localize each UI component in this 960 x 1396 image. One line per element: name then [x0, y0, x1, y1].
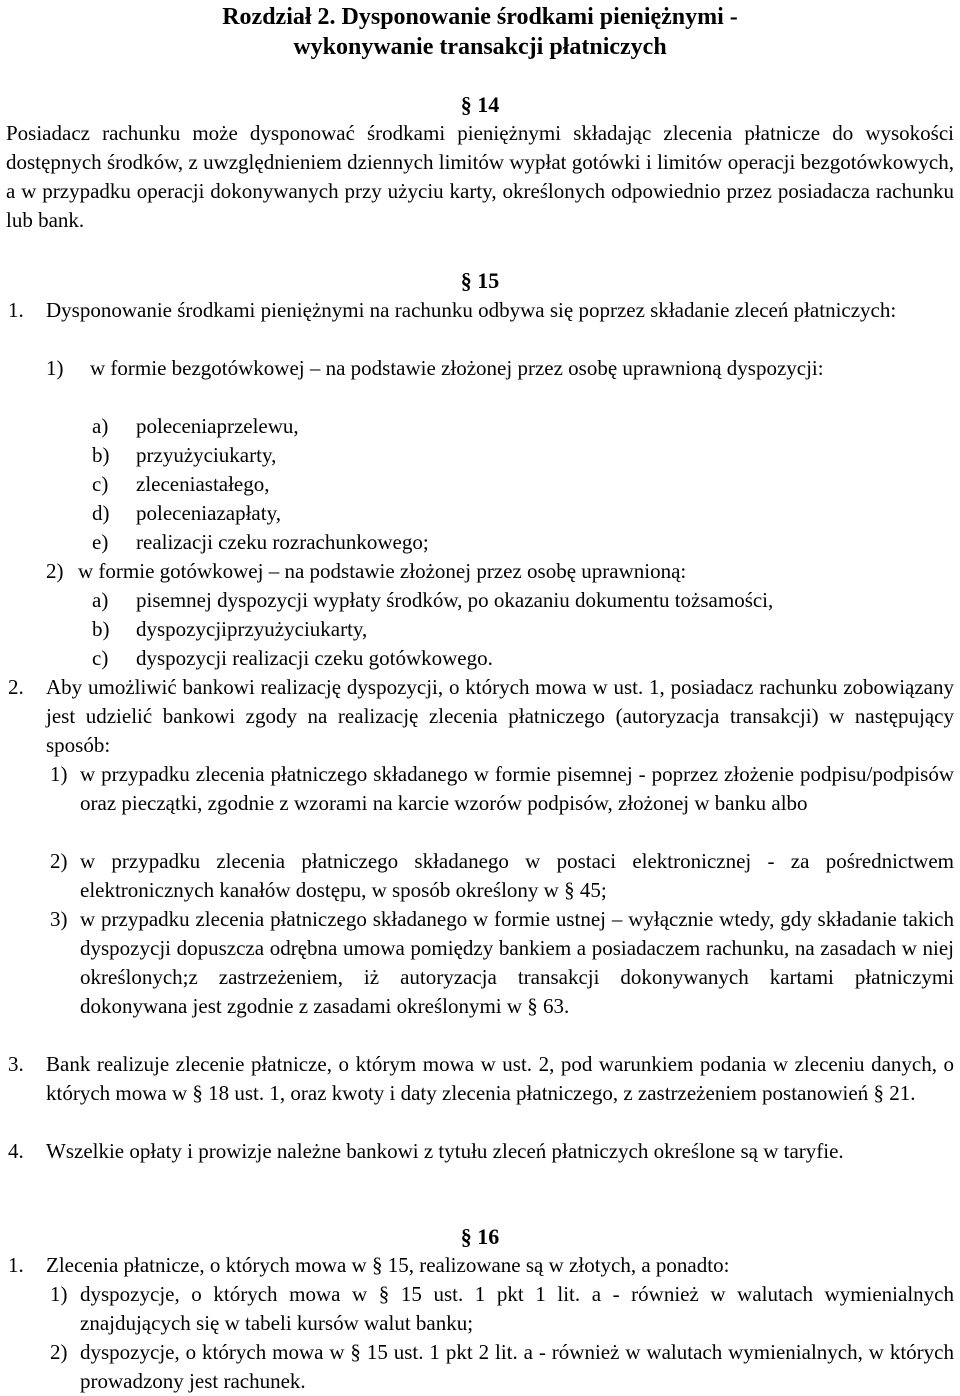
s15-u2-point1-text: w przypadku zlecenia płatniczego składanego w formie pisemnej - poprzez złożenie podpisu/podpisów oraz pieczątki, zgodnie z wzorami na karcie wzorów podpisów, złożonej w banku albo: [80, 762, 954, 815]
s15-p2-item-c: dyspozycji realizacji czeku gotówkowego.: [136, 646, 493, 670]
chapter-title-line1: Rozdział 2. Dysponowanie środkami pieniężnymi -: [222, 4, 738, 30]
s15-u1-p1-text: w formie bezgotówkowej – na podstawie złożonej przez osobę uprawnioną dyspozycji:: [90, 356, 824, 380]
s15-u2-number: 2.: [8, 675, 24, 699]
s16-u1-point1-number: 1): [50, 1282, 68, 1306]
s15-u1-text: Dysponowanie środkami pieniężnymi na rachunku odbywa się poprzez składanie zleceń płatniczych:: [46, 298, 897, 322]
s15-p1-letter-c: c): [92, 472, 109, 496]
s16-u1-point2-number: 2): [50, 1340, 68, 1364]
chapter-title-line2: wykonywanie transakcji płatniczych: [293, 34, 667, 60]
s15-u4-text: Wszelkie opłaty i prowizje należne bankowi z tytułu zleceń płatniczych określone są w taryfie.: [46, 1139, 844, 1163]
s15-u2-text: Aby umożliwić bankowi realizację dyspozycji, o których mowa w ust. 1, posiadacz rachunku zobowiązany jest udzielić bankowi zgody na realizację zlecenia płatniczego (autoryzacja transakcji) w następujący sposób:: [46, 675, 954, 757]
s15-p1-item-e: realizacji czeku rozrachunkowego;: [136, 530, 429, 554]
section-15-heading: § 15: [460, 268, 500, 293]
s16-u1-number: 1.: [8, 1253, 24, 1277]
section-16-heading: § 16: [460, 1224, 500, 1249]
s15-u4-number: 4.: [8, 1139, 24, 1163]
s15-p1-letter-b: b): [92, 443, 110, 467]
s15-p1-item-b: przyużyciukarty,: [136, 443, 277, 467]
s15-p1-letter-d: d): [92, 501, 110, 525]
s15-u3-number: 3.: [8, 1052, 24, 1076]
s15-p2-item-b: dyspozycjiprzyużyciukarty,: [136, 617, 368, 641]
s15-u2-point1-number: 1): [50, 762, 68, 786]
s15-p1-item-a: poleceniaprzelewu,: [136, 414, 299, 438]
s15-p1-item-c: zleceniastałego,: [136, 472, 270, 496]
s15-p1-item-d: poleceniazapłaty,: [136, 501, 281, 525]
s15-u1-p2-text: w formie gotówkowej – na podstawie złożonej przez osobę uprawnioną:: [78, 559, 687, 583]
s15-u1-p2-number: 2): [46, 559, 64, 583]
s16-u1-point1-text: dyspozycje, o których mowa w § 15 ust. 1 pkt 1 lit. a - również w walutach wymienialnych znajdujących się w tabeli kursów walut banku;: [80, 1282, 954, 1335]
s15-u2-point3-number: 3): [50, 907, 68, 931]
s15-p2-letter-b: b): [92, 617, 110, 641]
s15-p2-letter-c: c): [92, 646, 109, 670]
s15-u2-point2-number: 2): [50, 849, 68, 873]
s15-p1-letter-a: a): [92, 414, 109, 438]
s16-u1-point2-text: dyspozycje, o których mowa w § 15 ust. 1 pkt 2 lit. a - również w walutach wymienialnych, w których prowadzony jest rachunek.: [80, 1340, 954, 1393]
section-14-heading: § 14: [460, 92, 500, 117]
s15-u2-point2-text: w przypadku zlecenia płatniczego składanego w postaci elektronicznej - za pośrednictwem elektronicznych kanałów dostępu, w sposób określony w § 45;: [80, 849, 954, 902]
section-14-text: Posiadacz rachunku może dysponować środkami pieniężnymi składając zlecenia płatnicze do wysokości dostępnych środków, z uwzględnieniem dziennych limitów wypłat gotówki i limitów operacji bezgotówkowych, a w przypadku operacji dokonywanych przy użyciu karty, określonych odpowiednio przez posiadacza rachunku lub bank.: [6, 121, 954, 232]
s16-u1-text: Zlecenia płatnicze, o których mowa w § 15, realizowane są w złotych, a ponadto:: [46, 1253, 730, 1277]
s15-u3-text: Bank realizuje zlecenie płatnicze, o którym mowa w ust. 2, pod warunkiem podania w zleceniu danych, o których mowa w § 18 ust. 1, oraz kwoty i daty zlecenia płatniczego, z zastrzeżeniem postanowień § 21.: [46, 1052, 954, 1105]
s15-u1-number: 1.: [8, 298, 24, 322]
s15-p2-item-a: pisemnej dyspozycji wypłaty środków, po okazaniu dokumentu tożsamości,: [136, 588, 774, 612]
s15-u1-p1-number: 1): [46, 356, 64, 380]
s15-p2-letter-a: a): [92, 588, 109, 612]
s15-u2-point3-text: w przypadku zlecenia płatniczego składanego w formie ustnej – wyłącznie wtedy, gdy składanie takich dyspozycji dopuszcza odrębna umowa pomiędzy bankiem a posiadaczem rachunku, na zasadach w niej określonych;z zastrzeżeniem, iż autoryzacja transakcji dokonywanych kartami płatniczymi dokonywana jest zgodnie z zasadami określonymi w § 63.: [80, 907, 954, 1018]
s15-p1-letter-e: e): [92, 530, 109, 554]
